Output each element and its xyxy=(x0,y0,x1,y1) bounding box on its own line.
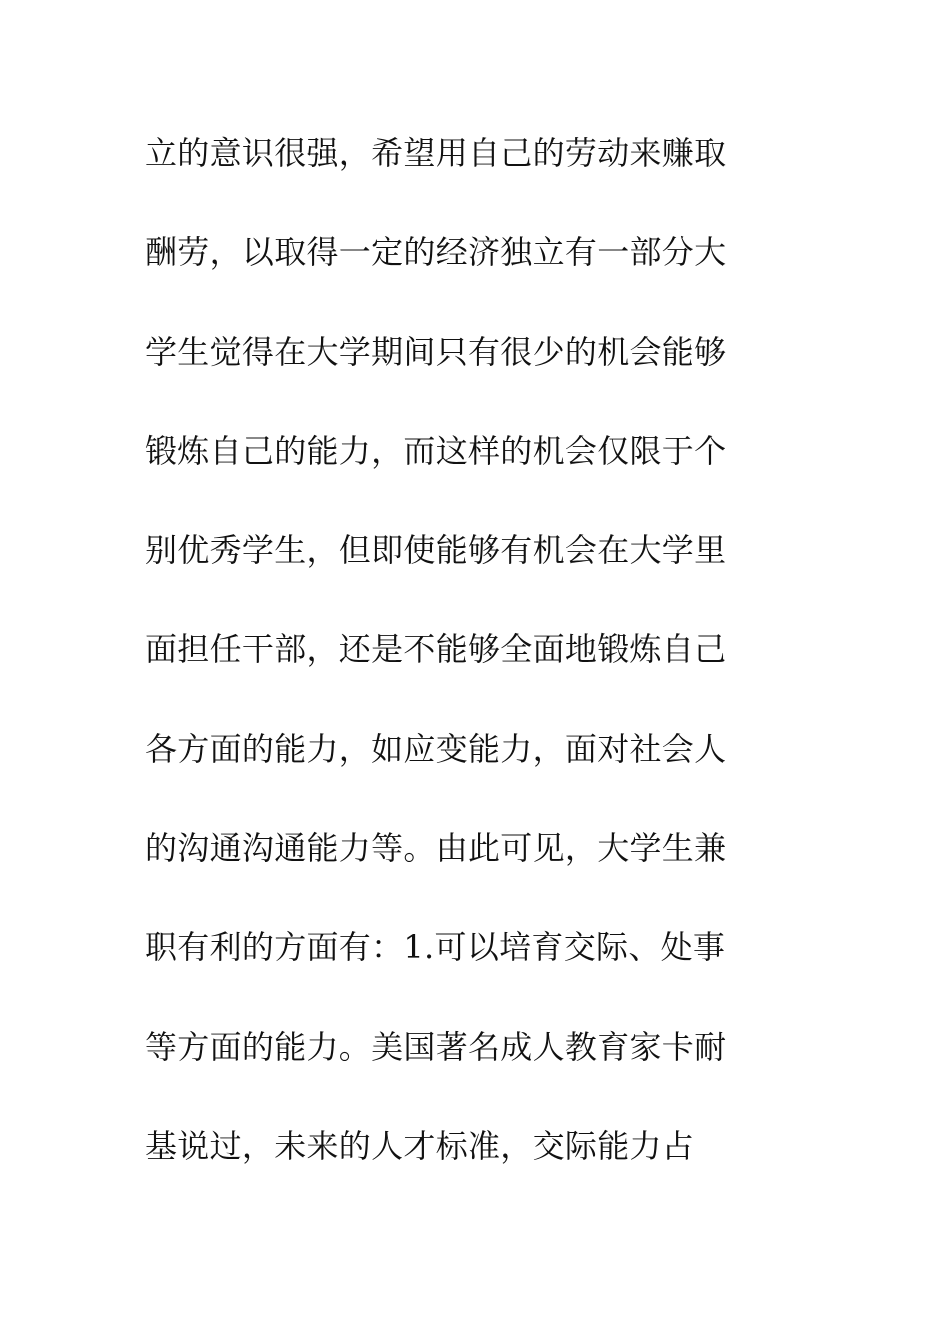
text-line: 基说过，未来的人才标准，交际能力占 xyxy=(145,1126,695,1165)
text-line: 酬劳，以取得一定的经济独立有一部分大 xyxy=(145,233,727,272)
text-line: 的沟通沟通能力等。由此可见，大学生兼 xyxy=(145,829,727,868)
body-text xyxy=(145,125,825,1217)
text-line: 立的意识很强，希望用自己的劳动来赚取 xyxy=(145,134,727,172)
text-line: 别优秀学生，但即使能够有机会在大学里 xyxy=(145,531,727,570)
text-line: 面担任干部，还是不能够全面地锻炼自己 xyxy=(145,630,727,669)
text-line: 各方面的能力，如应变能力，面对社会人 xyxy=(145,729,727,768)
text-line: 锻炼自己的能力，而这样的机会仅限于个 xyxy=(145,431,727,470)
text-line: 等方面的能力。美国著名成人教育家卡耐 xyxy=(145,1027,727,1066)
text-line: 职有利的方面有：1.可以培育交际、处事 xyxy=(145,928,726,967)
text-line: 学生觉得在大学期间只有很少的机会能够 xyxy=(145,332,727,371)
